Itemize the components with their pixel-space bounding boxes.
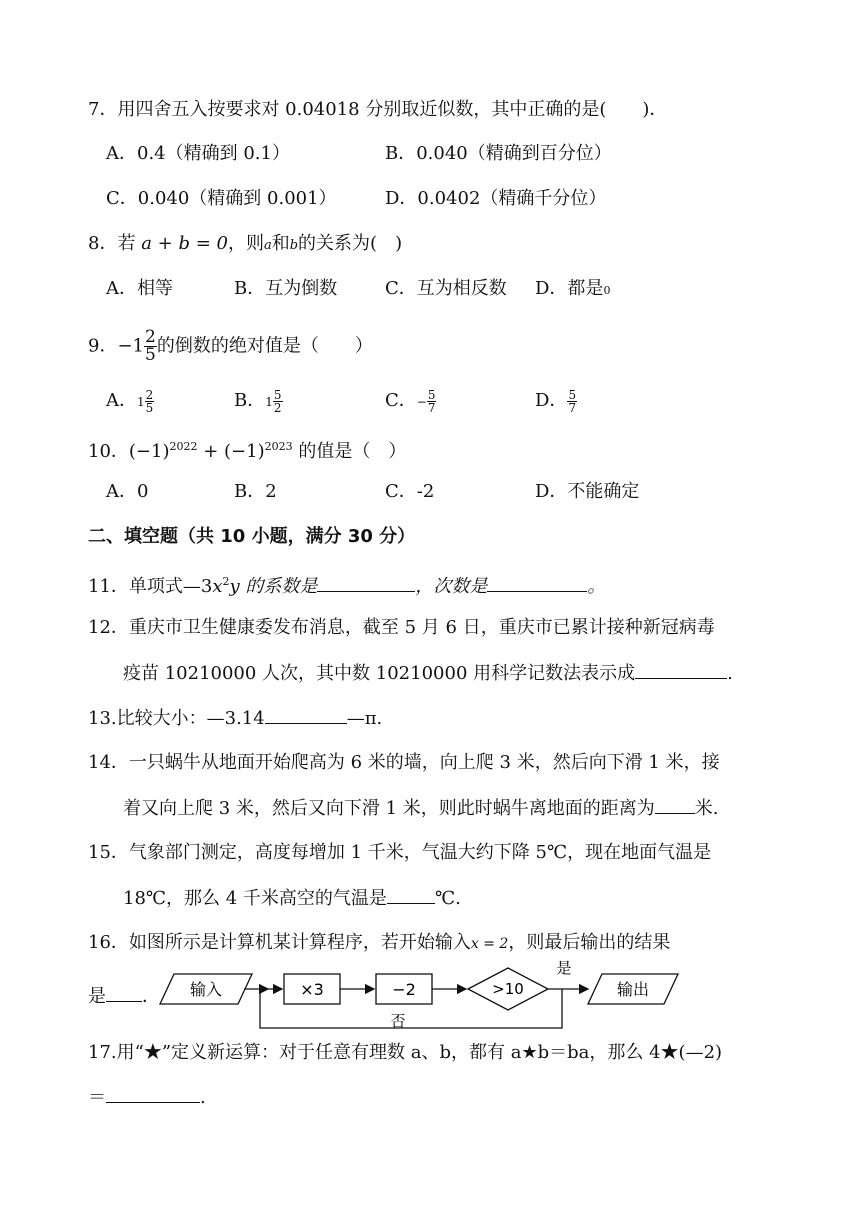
q16-x-eq: x = 2 (470, 936, 509, 952)
q9-option-c (385, 388, 436, 415)
q7-option-a: A．0.4（精确到 0.1） (106, 143, 290, 164)
q9-option-b-label: B． (234, 390, 266, 411)
q9-fraction-numerator: 2 (145, 327, 156, 347)
q9-option-d (535, 388, 577, 414)
q10-option-a: A．0 (106, 481, 149, 502)
q14-line2-text: 着又向上爬 3 米，然后又向下滑 1 米，则此时蜗牛离地面的距离为 (123, 798, 655, 819)
q14-end: 米. (694, 798, 719, 819)
q9-option-c-label: C． (385, 390, 417, 411)
q11-exp: 2 (222, 575, 230, 588)
q9-fraction (144, 329, 157, 364)
q14-line1: 14．一只蜗牛从地面开始爬高为 6 米的墙，向上爬 3 米，然后向下滑 1 米，接 (88, 752, 720, 773)
q15-line2 (123, 885, 461, 912)
q11-blank-2[interactable] (487, 573, 587, 592)
q11-coef: —3 (182, 576, 213, 597)
q8-equation: a + b = 0 (141, 233, 228, 254)
q8-option-a: A．相等 (106, 278, 173, 299)
q12-line2 (123, 660, 733, 687)
q8-option-d-text: D．都是 (535, 278, 604, 299)
flow-yes-label: 是 (556, 960, 572, 977)
q17-blank[interactable] (106, 1084, 200, 1103)
q9-option-d-label: D． (535, 390, 568, 411)
q8-tail: 的关系为( ) (298, 233, 403, 254)
q15-line2-text: 18℃，那么 4 千米高空的气温是 (123, 888, 387, 909)
q9-option-a-fraction (145, 389, 155, 414)
q9-option-b-fraction (273, 389, 283, 414)
q16-blank[interactable] (106, 983, 142, 1002)
q16-line1 (88, 930, 670, 957)
q9-option-a (106, 388, 154, 415)
q10-tail: 的值是（ ） (292, 441, 407, 462)
q8-var-b: b (289, 238, 299, 253)
q11-stem (88, 569, 605, 600)
q11-blank-1[interactable] (317, 573, 415, 592)
q9-option-b (234, 388, 283, 415)
q9-prefix: −1 (117, 335, 144, 357)
q9-option-c-sign: − (416, 395, 427, 409)
q8-option-d (535, 276, 610, 304)
q8-mid: ，则 (227, 233, 264, 254)
q9-option-a-den: 5 (145, 400, 154, 415)
flow-minus2-label: −2 (392, 980, 416, 999)
section-heading: 二、填空题（共 10 小题，满分 30 分） (88, 526, 416, 547)
q9-option-a-whole: 1 (137, 395, 145, 409)
q10-number: 10． (88, 441, 129, 462)
q17-line2 (88, 1084, 206, 1111)
q9-fraction-denominator: 5 (145, 345, 156, 365)
q13-stem (88, 705, 382, 732)
q9-stem (88, 329, 373, 364)
q14-line2 (123, 795, 719, 822)
q8-number: 8．若 (88, 233, 136, 254)
flow-input-label: 输入 (189, 980, 223, 999)
q17-line1: 17.用“★”定义新运算：对于任意有理数 a、b，都有 a★b＝ba，那么 4★(—2) (88, 1042, 723, 1063)
q13-blank[interactable] (265, 705, 347, 724)
q9-option-b-whole: 1 (265, 395, 273, 409)
q10-base1: (−1) (128, 441, 170, 462)
q10-exp1: 2022 (169, 440, 198, 453)
q9-option-b-num: 5 (273, 387, 282, 402)
q8-and: 和 (271, 233, 290, 254)
q9-number: 9． (88, 335, 118, 357)
q15-end: ℃. (434, 888, 461, 909)
q11-y: y (229, 576, 240, 597)
q12-blank[interactable] (635, 660, 727, 679)
q11-end: 。 (587, 576, 606, 597)
q11-x: x (212, 576, 223, 597)
q9-option-a-label: A． (106, 390, 137, 411)
q7-stem: 7．用四舍五入按要求对 0.04018 分别取近似数，其中正确的是( )． (88, 99, 668, 120)
flow-output-label: 输出 (616, 980, 650, 999)
q9-option-d-num: 5 (568, 387, 577, 402)
flow-decision-label: >10 (492, 980, 524, 998)
flow-times3-label: ×3 (300, 980, 324, 999)
q16-line1-b: ，则最后输出的结果 (508, 932, 671, 953)
flow-no-label: 否 (390, 1012, 406, 1030)
q14-blank[interactable] (655, 795, 695, 814)
q16-end: ． (142, 986, 160, 1007)
q10-plus: + (197, 441, 225, 462)
q8-option-b: B．互为倒数 (234, 278, 338, 299)
q15-blank[interactable] (387, 885, 435, 904)
q9-option-b-den: 2 (273, 400, 282, 415)
q16-line1-a: 16．如图所示是计算机某计算程序，若开始输入 (88, 932, 471, 953)
q13-end: —π. (346, 708, 383, 729)
q8-option-c: C．互为相反数 (385, 278, 507, 299)
q9-option-c-fraction (427, 389, 437, 414)
q13-text: 13.比较大小：—3.14 (88, 708, 265, 729)
q12-line1: 12．重庆市卫生健康委发布消息，截至 5 月 6 日，重庆市已累计接种新冠病毒 (88, 617, 715, 638)
q16-line2-text: 是 (88, 986, 106, 1007)
q9-option-a-num: 2 (145, 387, 154, 402)
q9-option-d-fraction (567, 389, 577, 414)
q7-option-d: D．0.0402（精确千分位） (385, 188, 607, 209)
q7-option-b: B．0.040（精确到百分位） (385, 143, 612, 164)
q16-flowchart (150, 960, 680, 1034)
q12-line2-text: 疫苗 10210000 人次，其中数 10210000 用科学记数法表示成 (123, 663, 636, 684)
q10-option-d: D．不能确定 (535, 481, 640, 502)
q9-option-c-num: 5 (427, 387, 436, 402)
q8-stem (88, 231, 402, 259)
q8-var-a: a (263, 238, 272, 253)
q10-base2: (−1) (224, 441, 265, 462)
q11-number: 11．单项式 (88, 576, 183, 597)
q8-option-d-zero: 0 (603, 284, 611, 297)
q10-option-b: B．2 (234, 481, 277, 502)
q9-option-d-den: 7 (568, 400, 577, 415)
q10-exp2: 2023 (264, 440, 293, 453)
q11-mid: 的系数是 (239, 576, 318, 597)
q9-option-c-den: 7 (427, 400, 436, 415)
q7-option-c: C．0.040（精确到 0.001） (106, 188, 337, 209)
q11-mid2: ，次数是 (415, 576, 488, 597)
q10-stem (88, 434, 406, 465)
q17-line2-text: ＝ (88, 1087, 106, 1108)
q15-line1: 15．气象部门测定，高度每增加 1 千米，气温大约下降 5℃，现在地面气温是 (88, 842, 712, 863)
q10-option-c: C．-2 (385, 481, 435, 502)
q9-tail: 的倒数的绝对值是（ ） (156, 335, 373, 357)
q12-end: . (727, 663, 733, 684)
q17-end: . (200, 1087, 206, 1108)
